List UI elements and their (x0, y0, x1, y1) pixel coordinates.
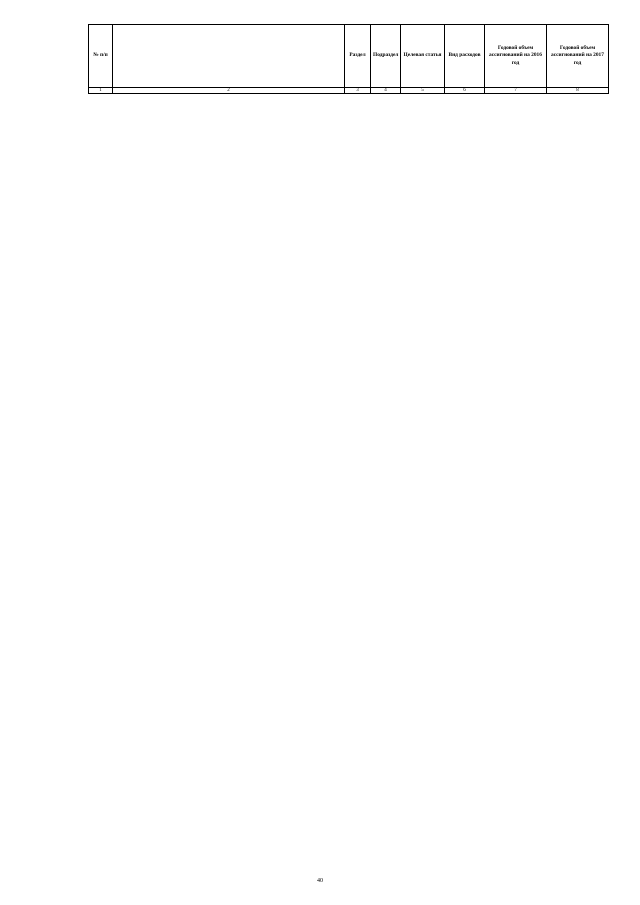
budget-table-container (88, 24, 608, 94)
header-section: Раздел (345, 25, 371, 88)
header-volume-2016: Годовой объем ассигнований на 2016 год (485, 25, 547, 88)
column-number: 8 (547, 88, 609, 94)
header-expense-type: Вид расходов (445, 25, 485, 88)
header-name (113, 25, 345, 88)
column-number: 1 (89, 88, 113, 94)
header-target-article: Целевая статья (401, 25, 445, 88)
budget-table (88, 24, 609, 94)
column-number: 6 (445, 88, 485, 94)
header-volume-2017: Годовой объем ассигнований на 2017 год (547, 25, 609, 88)
column-number: 2 (113, 88, 345, 94)
column-number: 7 (485, 88, 547, 94)
column-number: 4 (371, 88, 401, 94)
page-number: 40 (317, 878, 323, 884)
header-number: № п/п (89, 25, 113, 88)
header-subsection: Подраздел (371, 25, 401, 88)
column-number: 3 (345, 88, 371, 94)
column-number-row (89, 88, 609, 94)
table-header-row (89, 25, 609, 88)
column-number: 5 (401, 88, 445, 94)
